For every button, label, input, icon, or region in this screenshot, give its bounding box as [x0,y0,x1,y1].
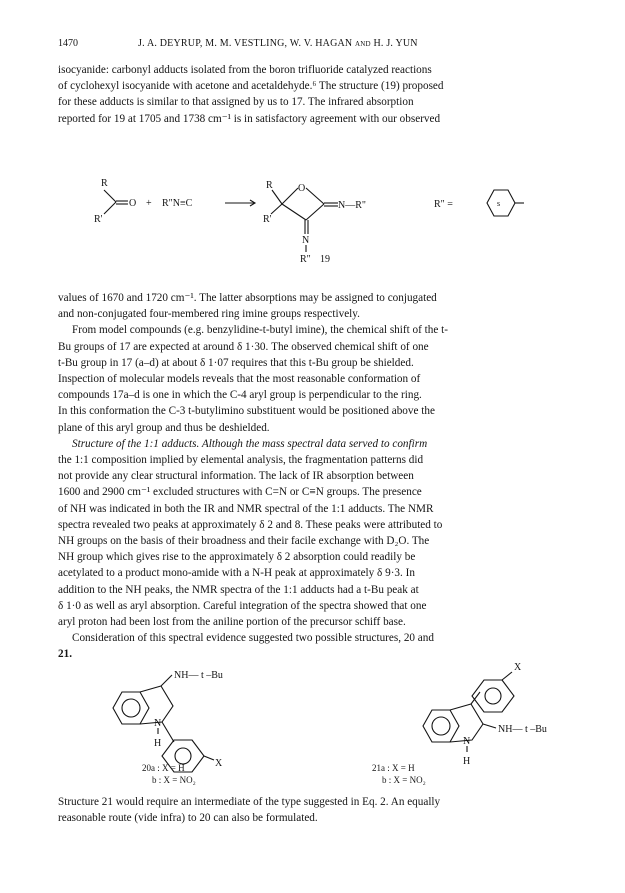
text-line: reported for 19 at 1705 and 1738 cm⁻¹ is in satisfactory agreement with our observed [58,112,441,125]
carbonyl-r-prime-label: R' [94,214,103,225]
paragraph-top [58,62,572,127]
text-line: compounds 17a–d is one in which the C-4 aryl group is perpendicular to the ring. [58,389,422,402]
caption-20a: 20a : X = H [142,763,185,773]
caption-20b: b : X = NO₂ [152,775,196,785]
text-line: reasonable route (vide infra) to 20 can also be formulated. [58,812,318,825]
ring-s-label: s [497,199,501,208]
text-line: From model compounds (e.g. benzylidine-t-butyl imine), the chemical shift of the t- [72,324,448,337]
text-line: and non-conjugated four-membered ring imine groups respectively. [58,308,360,321]
section-subheading-line: Structure of the 1:1 adducts. Although the mass spectral data served to confirm [72,437,428,450]
text-line: acetylated to a product mono-amide with a N-H peak at approximately δ 9·3. In [58,567,415,580]
caption-21b: b : X = NO₂ [382,775,426,785]
text-line: the 1:1 composition implied by elemental analysis, the fragmentation patterns did [58,454,424,467]
s20-n-label: N [154,718,162,729]
s20-x-label: X [215,758,223,769]
carbonyl-o-label: O [129,198,137,209]
text-line: Structure 21 would require an intermediate of the type suggested in Eq. 2. An equally [58,796,441,808]
s21-x-label: X [514,662,522,673]
text-line: t-Bu group in 17 (a–d) at about δ 1·07 requires that this t-Bu group be shielded. [58,356,414,369]
s20-nh-tbu-label: NH— t –Bu [174,670,223,681]
page-number: 1470 [58,38,78,49]
s20-h-label: H [154,738,162,749]
plus-sign: + [146,198,152,209]
caption-21a: 21a : X = H [372,763,415,773]
text-line: NH group which gives rise to the approximately δ 2 absorption could readily be [58,551,416,564]
reaction-scheme-19 [58,176,572,278]
text-line: addition to the NH peaks, the NMR spectra of the 1:1 adducts had a t-Bu peak at [58,583,419,596]
text-line: In this conformation the C-3 t-butylimino substituent would be positioned above the [58,405,435,418]
r-definition: R" = [434,199,453,210]
caption-21 [372,762,426,786]
running-header-authors: J. A. DEYRUP, M. M. VESTLING, W. V. HAGAN and H. J. YUN [138,38,418,49]
running-header [58,38,558,54]
caption-20 [142,762,196,786]
compound-number-19: 19 [320,254,330,265]
ring-r-label: R [266,180,273,191]
text-line: aryl proton had been lost from the aniline portion of the precursor schiff base. [58,616,406,629]
text-line: Consideration of this spectral evidence suggested two possible structures, 20 and [72,632,434,645]
text-line: of cyclohexyl isocyanide with acetone and acetaldehyde.⁶ The structure (19) proposed [58,80,444,93]
ring-o-label: O [298,183,306,194]
text-line: for these adducts is similar to that assigned by us to 17. The infrared absorption [58,96,414,109]
text-line: δ 1·0 as well as aryl absorption. Careful integration of the spectra showed that one [58,599,427,612]
s21-n-label: N [463,736,471,747]
ring-r-prime-label: R' [263,214,272,225]
structures-drawing [58,658,572,790]
text-line: of NH was indicated in both the IR and NMR spectral of the 1:1 adducts. The NMR [58,502,434,515]
paragraph-bottom [58,794,572,826]
s21-nh-tbu-label: NH— t –Bu [498,724,547,735]
text-line: values of 1670 and 1720 cm⁻¹. The latter absorptions may be assigned to conjugated [58,292,437,304]
ring-n-substituent: R" [300,254,311,265]
text-line: 1600 and 2900 cm⁻¹ excluded structures with C=N or C≡N groups. The presence [58,486,422,499]
s21-h-label: H [463,756,471,767]
structures-20-21 [58,658,572,790]
text-line: not provide any clear structural information. The lack of IR absorption between [58,470,414,483]
text-line: spectra revealed two peaks at approximately δ 2 and 8. These peaks were attributed to [58,518,443,531]
paragraph-body [58,290,572,663]
text-line: 21. [58,648,72,661]
reaction-scheme-drawing [58,176,572,278]
ring-imine-label: N—R" [338,200,366,211]
text-line: NH groups on the basis of their broadness and their facile exchange with D₂O. The [58,535,430,548]
text-line: Inspection of molecular models reveals that the most reasonable conformation of [58,373,421,386]
text-line: plane of this aryl group and thus be deshielded. [58,421,270,434]
text-line: isocyanide: carbonyl adducts isolated from the boron trifluoride catalyzed reactions [58,64,432,76]
isocyanide-label: R"N≡C [162,198,193,209]
carbonyl-r-label: R [101,178,108,189]
ring-n-label: N [302,235,310,246]
text-line: Bu groups of 17 are expected at around δ 1·30. The observed chemical shift of one [58,340,429,353]
